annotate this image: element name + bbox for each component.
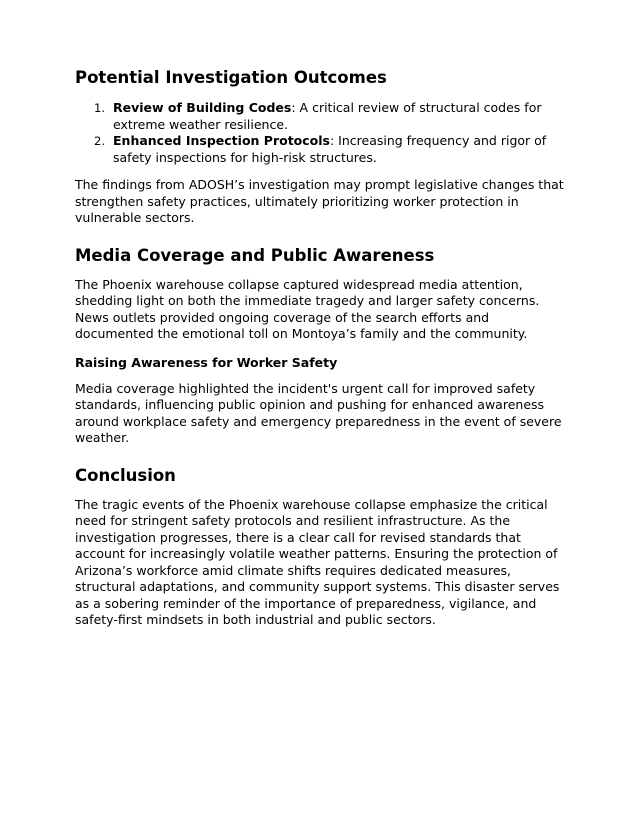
list-item-number: 1. — [94, 101, 105, 115]
subheading-raising-awareness: Raising Awareness for Worker Safety — [75, 354, 338, 370]
list-item-text: : A critical review of structural codes for extreme weather resilience. — [113, 100, 542, 132]
section-heading-conclusion: Conclusion — [75, 465, 176, 485]
list-item — [75, 133, 570, 166]
paragraph-media-coverage-highlight: Media coverage highlighted the incident's urgent call for improved safety standards, influencing public opinion and pushing for enhanced awareness around workplace safety and emergency preparedness in the event of severe weather. — [75, 380, 562, 445]
list-item — [75, 100, 570, 133]
list-item-text: : Increasing frequency and rigor of safety inspections for high-risk structures. — [113, 133, 547, 165]
section-heading-investigation-outcomes: Potential Investigation Outcomes — [75, 68, 387, 87]
list-item-number: 2. — [94, 134, 105, 148]
section-heading-media-coverage: Media Coverage and Public Awareness — [75, 245, 435, 265]
list-item-bold-term: Enhanced Inspection Protocols — [113, 133, 330, 148]
paragraph-media-attention: The Phoenix warehouse collapse captured widespread media attention, shedding light on both the immediate tragedy and larger safety concerns. News outlets provided ongoing coverage of the search efforts and documented the emotional toll on Montoya’s family and the community. — [75, 276, 540, 341]
list-item-bold-term: Review of Building Codes — [113, 100, 292, 115]
paragraph-adosh-findings: The findings from ADOSH’s investigation may prompt legislative changes that strengthen safety practices, ultimately prioritizing worker protection in vulnerable sectors. — [75, 177, 564, 225]
outcomes-list — [75, 100, 570, 166]
paragraph-conclusion: The tragic events of the Phoenix warehouse collapse emphasize the critical need for stringent safety protocols and resilient infrastructure. As the investigation progresses, there is a clear call for revised standards that account for increasingly volatile weather patterns. Ensuring the protection of Arizona’s workforce amid climate shifts requires dedicated measures, structural adaptations, and community support systems. This disaster serves as a sobering reminder of the importance of preparedness, vigilance, and safety-first mindsets in both industrial and public sectors. — [75, 496, 560, 627]
document-page — [75, 68, 570, 629]
